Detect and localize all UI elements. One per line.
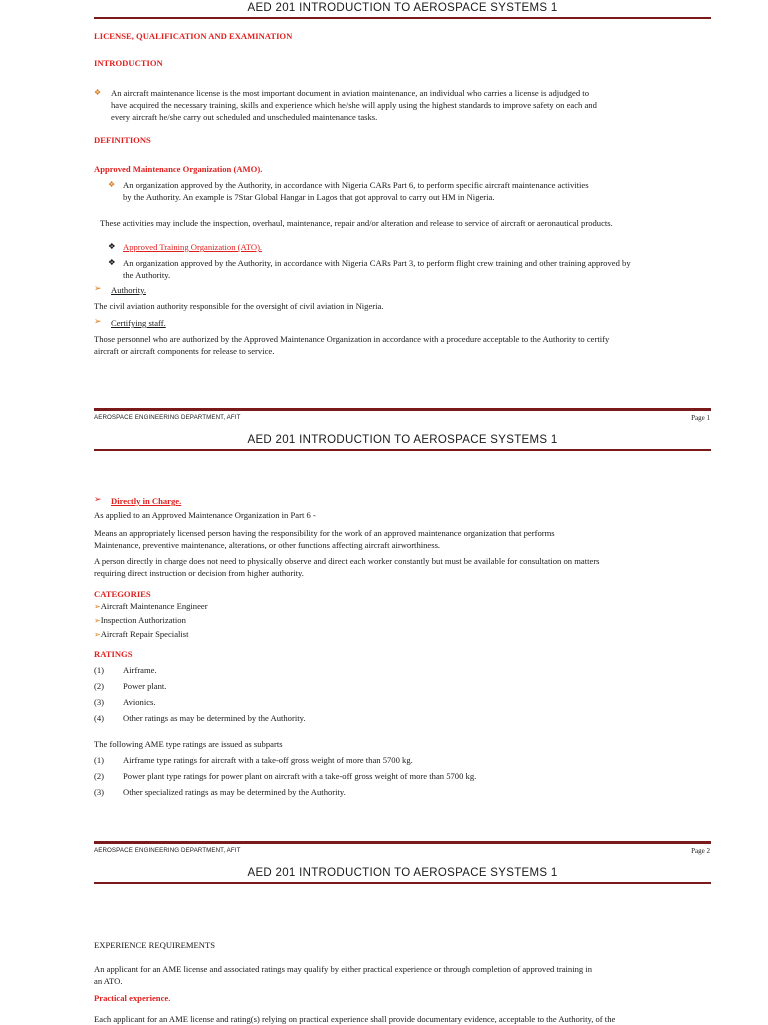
page-number: Page 2 bbox=[691, 847, 710, 855]
diamond-bullet-icon: ❖ bbox=[94, 88, 102, 97]
certifying-staff-heading: Certifying staff. bbox=[111, 318, 166, 328]
ame-ratings-list bbox=[94, 754, 476, 802]
amo-heading: Approved Maintenance Organization (AMO). bbox=[94, 164, 263, 174]
categories-list bbox=[94, 600, 208, 641]
directly-in-charge-heading: Directly in Charge. bbox=[111, 496, 182, 506]
page-number: Page 1 bbox=[691, 414, 710, 422]
list-item: (3) Other specialized ratings as may be determined by the Authority. bbox=[94, 787, 346, 797]
dic-applied-text: As applied to an Approved Maintenance Organization in Part 6 - bbox=[94, 510, 316, 520]
list-item: (1) Airframe. bbox=[94, 665, 157, 675]
list-item: (4) Other ratings as may be determined by the Authority. bbox=[94, 713, 306, 723]
list-item: (2) Power plant. bbox=[94, 681, 167, 691]
diamond-bullet-icon: ❖ bbox=[108, 180, 116, 189]
list-item: (1) Airframe type ratings for aircraft with a take-off gross weight of more than 5700 kg. bbox=[94, 755, 413, 765]
intro-paragraph: An aircraft maintenance license is the most important document in aviation maintenance, an individual who carries a license is adjudged to have acquired the necessary training, skills and experience which he/she will apply using the highest standards to improve safety on each and every aircraft he/she carry out scheduled and unscheduled maintenance tasks. bbox=[111, 88, 597, 122]
list-item: (3) Avionics. bbox=[94, 697, 156, 707]
experience-text: An applicant for an AME license and associated ratings may qualify by either practical experience or through completion of approved training in an ATO. bbox=[94, 964, 593, 986]
page-header: AED 201 INTRODUCTION TO AEROSPACE SYSTEMS 1 bbox=[247, 2, 558, 14]
section-title: LICENSE, QUALIFICATION AND EXAMINATION bbox=[94, 31, 293, 41]
practical-experience-text: Each applicant for an AME license and rating(s) relying on practical experience shall provide documentary evidence, acceptable to the Authority, of the bbox=[94, 1014, 616, 1024]
footer-department: AEROSPACE ENGINEERING DEPARTMENT, AFIT bbox=[94, 414, 241, 421]
diamond-bullet-icon: ❖ bbox=[108, 241, 116, 251]
definitions-heading: DEFINITIONS bbox=[94, 135, 151, 145]
diamond-bullet-icon: ❖ bbox=[108, 257, 116, 267]
footer-rule bbox=[94, 408, 711, 411]
arrow-bullet-icon: ➢ bbox=[94, 494, 102, 504]
ratings-list bbox=[94, 664, 306, 728]
arrow-bullet-icon: ➢ bbox=[94, 283, 102, 293]
header-rule bbox=[94, 882, 711, 884]
footer-department: AEROSPACE ENGINEERING DEPARTMENT, AFIT bbox=[94, 847, 241, 854]
dic-person-text: A person directly in charge does not need to physically observe and direct each worker constantly but must be available for consultation on matters requiring direct instruction or decision from higher authority. bbox=[94, 556, 600, 578]
authority-text: The civil aviation authority responsible for the oversight of civil aviation in Nigeria. bbox=[94, 301, 384, 311]
list-item: ➢Aircraft Repair Specialist bbox=[94, 629, 189, 639]
intro-heading: INTRODUCTION bbox=[94, 58, 163, 68]
amo-definition: An organization approved by the Authority, in accordance with Nigeria CARs Part 6, to perform specific aircraft maintenance activities by the Authority. An example is 7Star Global Hangar in Lagos that got approval to carry out HM in Nigeria. bbox=[123, 180, 589, 202]
header-rule bbox=[94, 17, 711, 19]
ame-intro-text: The following AME type ratings are issued as subparts bbox=[94, 739, 283, 749]
list-item: (2) Power plant type ratings for power plant on aircraft with a take-off gross weight of more than 5700 kg. bbox=[94, 771, 477, 781]
activities-text: These activities may include the inspection, overhaul, maintenance, repair and/or alteration and release to service of aircraft or aeronautical products. bbox=[100, 218, 613, 228]
list-item: ➢Aircraft Maintenance Engineer bbox=[94, 601, 208, 611]
arrow-bullet-icon: ➢ bbox=[94, 316, 102, 326]
authority-heading: Authority. bbox=[111, 285, 147, 295]
experience-heading: EXPERIENCE REQUIREMENTS bbox=[94, 940, 216, 950]
list-item: ➢Inspection Authorization bbox=[94, 615, 186, 625]
ato-definition: An organization approved by the Authority, in accordance with Nigeria CARs Part 3, to perform flight crew training and other training approved by the Authority. bbox=[123, 258, 631, 280]
footer-rule bbox=[94, 841, 711, 844]
certifying-staff-text: Those personnel who are authorized by the Approved Maintenance Organization in accordance with a procedure acceptable to the Authority to certify aircraft or aircraft components for release to service. bbox=[94, 334, 610, 356]
ratings-heading: RATINGS bbox=[94, 649, 133, 659]
page-header: AED 201 INTRODUCTION TO AEROSPACE SYSTEMS 1 bbox=[247, 867, 558, 879]
page-header: AED 201 INTRODUCTION TO AEROSPACE SYSTEMS 1 bbox=[247, 434, 558, 446]
categories-heading: CATEGORIES bbox=[94, 589, 151, 599]
header-rule bbox=[94, 449, 711, 451]
practical-experience-heading: Practical experience. bbox=[94, 993, 171, 1003]
dic-means-text: Means an appropriately licensed person having the responsibility for the work of an approved maintenance organization that performs Maintenance, preventive maintenance, alterations, or other functions affecting aircraft airworthiness. bbox=[94, 528, 555, 550]
ato-heading: Approved Training Organization (ATO). bbox=[123, 242, 263, 252]
